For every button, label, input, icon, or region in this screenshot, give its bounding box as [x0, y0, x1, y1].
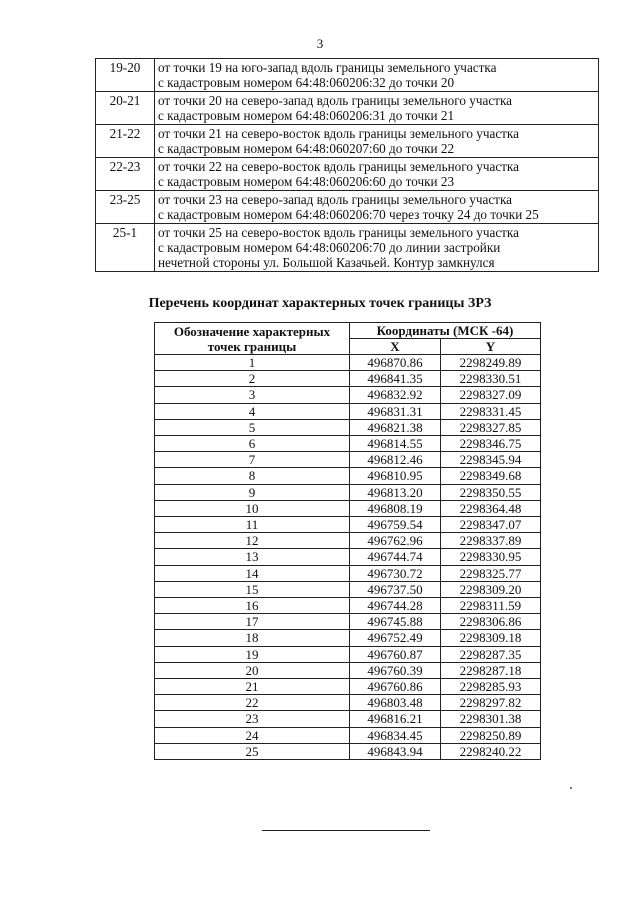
segment-description-line: с кадастровым номером 64:48:060206:60 до точки 23: [158, 174, 455, 189]
segment-code: 23-25: [96, 191, 155, 224]
coord-y: 2298350.55: [440, 484, 540, 500]
coord-x: 496760.39: [350, 662, 441, 678]
point-number: 5: [155, 419, 350, 435]
coord-x: 496814.55: [350, 436, 441, 452]
table-row: [155, 549, 541, 565]
segment-description-line: с кадастровым номером 64:48:060206:70 до линии застройки: [158, 240, 501, 255]
coord-y: 2298249.89: [440, 355, 540, 371]
coord-x: 496762.96: [350, 533, 441, 549]
table-row: [155, 452, 541, 468]
point-number: 6: [155, 436, 350, 452]
table-row: [155, 679, 541, 695]
header-y: Y: [440, 339, 540, 355]
segment-code: 25-1: [96, 224, 155, 272]
coord-y: 2298250.89: [440, 727, 540, 743]
point-number: 7: [155, 452, 350, 468]
coord-y: 2298337.89: [440, 533, 540, 549]
table-row: [155, 419, 541, 435]
point-number: 25: [155, 743, 350, 759]
point-number: 21: [155, 679, 350, 695]
coord-x: 496737.50: [350, 581, 441, 597]
coord-y: 2298287.18: [440, 662, 540, 678]
table-row: [155, 727, 541, 743]
coord-x: 496841.35: [350, 371, 441, 387]
table-row: [155, 371, 541, 387]
coord-x: 496744.74: [350, 549, 441, 565]
coord-y: 2298345.94: [440, 452, 540, 468]
coord-y: 2298327.09: [440, 387, 540, 403]
coord-x: 496870.86: [350, 355, 441, 371]
coord-y: 2298364.48: [440, 500, 540, 516]
coord-x: 496760.86: [350, 679, 441, 695]
coord-x: 496810.95: [350, 468, 441, 484]
table-row: [155, 565, 541, 581]
coord-x: 496760.87: [350, 646, 441, 662]
table-row: [155, 630, 541, 646]
scan-speck: [570, 787, 572, 789]
point-number: 14: [155, 565, 350, 581]
segment-description-line: от точки 22 на северо-восток вдоль границы земельного участка: [158, 159, 519, 174]
point-number: 19: [155, 646, 350, 662]
coord-x: 496831.31: [350, 403, 441, 419]
segment-description: [155, 191, 599, 224]
coord-y: 2298309.20: [440, 581, 540, 597]
coord-y: 2298349.68: [440, 468, 540, 484]
point-number: 15: [155, 581, 350, 597]
segment-description-line: от точки 23 на северо-запад вдоль границы земельного участка: [158, 192, 513, 207]
coord-y: 2298240.22: [440, 743, 540, 759]
coord-y: 2298309.18: [440, 630, 540, 646]
coord-x: 496752.49: [350, 630, 441, 646]
coord-x: 496832.92: [350, 387, 441, 403]
table-row: [155, 436, 541, 452]
table-row: [155, 662, 541, 678]
table-row: [155, 598, 541, 614]
point-number: 2: [155, 371, 350, 387]
header-point-label: Обозначение характерных точек границы: [155, 323, 350, 355]
segment-description-line: от точки 19 на юго-запад вдоль границы земельного участка: [158, 60, 497, 75]
coord-y: 2298301.38: [440, 711, 540, 727]
coord-y: 2298285.93: [440, 679, 540, 695]
coord-x: 496834.45: [350, 727, 441, 743]
table-row: [155, 743, 541, 759]
table-row: [155, 695, 541, 711]
coord-y: 2298325.77: [440, 565, 540, 581]
point-number: 8: [155, 468, 350, 484]
point-number: 22: [155, 695, 350, 711]
header-x: X: [350, 339, 441, 355]
point-number: 13: [155, 549, 350, 565]
segment-description-line: нечетной стороны ул. Большой Казачьей. Контур замкнулся: [158, 255, 495, 270]
table-row: [155, 711, 541, 727]
table-row: [155, 355, 541, 371]
segment-row: [96, 158, 599, 191]
segment-description-line: от точки 25 на северо-восток вдоль границы земельного участка: [158, 225, 519, 240]
segment-description: [155, 59, 599, 92]
segment-code: 19-20: [96, 59, 155, 92]
segment-row: [96, 224, 599, 272]
point-number: 3: [155, 387, 350, 403]
coord-y: 2298346.75: [440, 436, 540, 452]
segment-description: [155, 92, 599, 125]
segment-description-line: с кадастровым номером 64:48:060207:60 до точки 22: [158, 141, 455, 156]
table-row: [155, 581, 541, 597]
coord-y: 2298347.07: [440, 517, 540, 533]
segment-code: 21-22: [96, 125, 155, 158]
segment-row: [96, 191, 599, 224]
coord-y: 2298330.95: [440, 549, 540, 565]
coord-y: 2298327.85: [440, 419, 540, 435]
point-number: 10: [155, 500, 350, 516]
table-row: [155, 387, 541, 403]
coord-x: 496843.94: [350, 743, 441, 759]
segment-description: [155, 224, 599, 272]
point-number: 18: [155, 630, 350, 646]
coord-x: 496808.19: [350, 500, 441, 516]
coord-y: 2298287.35: [440, 646, 540, 662]
coord-x: 496759.54: [350, 517, 441, 533]
coord-y: 2298297.82: [440, 695, 540, 711]
segment-description: [155, 158, 599, 191]
point-number: 12: [155, 533, 350, 549]
coord-y: 2298330.51: [440, 371, 540, 387]
table-row: [155, 484, 541, 500]
table-row: [155, 517, 541, 533]
table-row: [155, 403, 541, 419]
segment-description-line: с кадастровым номером 64:48:060206:32 до точки 20: [158, 75, 455, 90]
table-row: [155, 533, 541, 549]
segment-description-line: от точки 21 на северо-восток вдоль границы земельного участка: [158, 126, 519, 141]
coord-x: 496816.21: [350, 711, 441, 727]
point-number: 24: [155, 727, 350, 743]
segment-row: [96, 59, 599, 92]
segment-description: [155, 125, 599, 158]
point-number: 17: [155, 614, 350, 630]
point-number: 1: [155, 355, 350, 371]
header-coordinates: Координаты (МСК -64): [350, 323, 541, 339]
point-number: 20: [155, 662, 350, 678]
coord-x: 496812.46: [350, 452, 441, 468]
coord-x: 496745.88: [350, 614, 441, 630]
coordinates-table: [154, 322, 541, 760]
coord-x: 496803.48: [350, 695, 441, 711]
point-number: 16: [155, 598, 350, 614]
table-row: [155, 500, 541, 516]
coord-x: 496744.28: [350, 598, 441, 614]
coord-y: 2298331.45: [440, 403, 540, 419]
segment-code: 20-21: [96, 92, 155, 125]
point-number: 11: [155, 517, 350, 533]
coordinates-title: Перечень координат характерных точек границы ЗРЗ: [148, 296, 492, 311]
coord-y: 2298306.86: [440, 614, 540, 630]
page-number: 3: [316, 36, 324, 51]
point-number: 23: [155, 711, 350, 727]
segment-description-line: с кадастровым номером 64:48:060206:70 через точку 24 до точки 25: [158, 207, 539, 222]
boundary-segments-table: [95, 58, 599, 272]
segment-description-line: с кадастровым номером 64:48:060206:31 до точки 21: [158, 108, 455, 123]
coord-x: 496730.72: [350, 565, 441, 581]
table-row: [155, 468, 541, 484]
coord-y: 2298311.59: [440, 598, 540, 614]
bottom-rule: [262, 830, 430, 831]
point-number: 4: [155, 403, 350, 419]
table-row: [155, 646, 541, 662]
segment-row: [96, 92, 599, 125]
coord-x: 496813.20: [350, 484, 441, 500]
segment-code: 22-23: [96, 158, 155, 191]
segment-description-line: от точки 20 на северо-запад вдоль границы земельного участка: [158, 93, 513, 108]
point-number: 9: [155, 484, 350, 500]
segment-row: [96, 125, 599, 158]
table-row: [155, 614, 541, 630]
coord-x: 496821.38: [350, 419, 441, 435]
